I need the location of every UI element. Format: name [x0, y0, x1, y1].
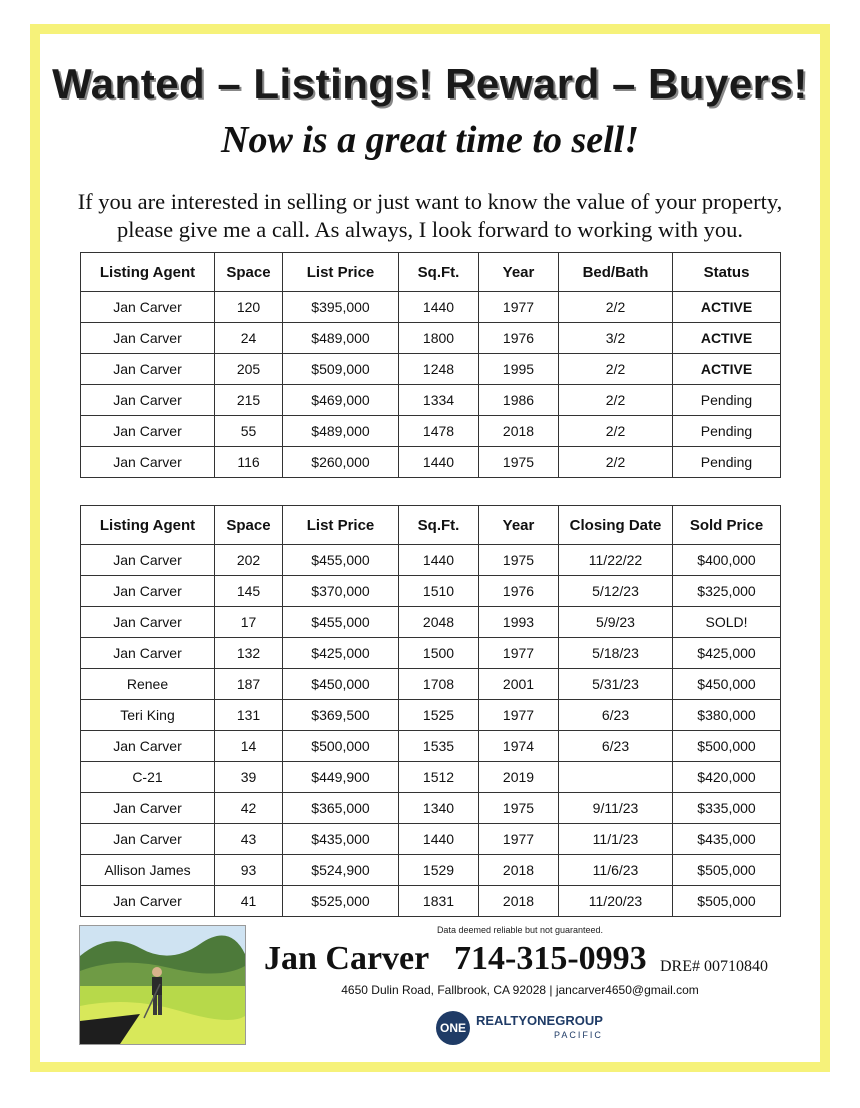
table-cell: 39	[215, 762, 283, 793]
table-cell: 131	[215, 700, 283, 731]
table-cell: $500,000	[283, 731, 399, 762]
table-cell: 1478	[399, 416, 479, 447]
table-cell: Jan Carver	[81, 447, 215, 478]
table-cell: C-21	[81, 762, 215, 793]
table-cell: 2019	[479, 762, 559, 793]
table-cell: 14	[215, 731, 283, 762]
table-cell: Pending	[673, 447, 781, 478]
column-header: Space	[215, 506, 283, 545]
table-cell: 41	[215, 886, 283, 917]
table-cell: 205	[215, 354, 283, 385]
table-cell: 11/1/23	[559, 824, 673, 855]
table-cell: 2/2	[559, 292, 673, 323]
table-cell: 1512	[399, 762, 479, 793]
table-cell: 145	[215, 576, 283, 607]
logo-brand: REALTYONEGROUP	[476, 1013, 603, 1028]
table-cell	[559, 762, 673, 793]
table-cell: 1440	[399, 545, 479, 576]
table-cell: Jan Carver	[81, 793, 215, 824]
agent-phone[interactable]: 714-315-0993	[454, 940, 647, 977]
table-cell: 5/9/23	[559, 607, 673, 638]
table-cell: 1248	[399, 354, 479, 385]
column-header: Status	[673, 253, 781, 292]
table-cell: 2018	[479, 416, 559, 447]
table-cell: 1708	[399, 669, 479, 700]
table-cell: $505,000	[673, 886, 781, 917]
table-cell: 1525	[399, 700, 479, 731]
table-cell: 11/6/23	[559, 855, 673, 886]
table-cell: 3/2	[559, 323, 673, 354]
table-cell: 1995	[479, 354, 559, 385]
table-cell: 1977	[479, 824, 559, 855]
table-cell: 24	[215, 323, 283, 354]
table-cell: $455,000	[283, 545, 399, 576]
intro-paragraph: If you are interested in selling or just want to know the value of your property, please give me a call. As always, I look forward to working with you.	[77, 189, 783, 242]
table-cell: $449,900	[283, 762, 399, 793]
table-cell: 93	[215, 855, 283, 886]
column-header: Listing Agent	[81, 253, 215, 292]
table-cell: Jan Carver	[81, 607, 215, 638]
subheadline: Now is a great time to sell!	[221, 119, 639, 161]
disclaimer-text: Data deemed reliable but not guaranteed.	[436, 925, 604, 935]
table-cell: 1831	[399, 886, 479, 917]
headline: Wanted – Listings! Reward – Buyers!	[52, 60, 808, 107]
table-cell: $365,000	[283, 793, 399, 824]
column-header: Sq.Ft.	[399, 506, 479, 545]
active-listings-table	[80, 252, 781, 478]
table-cell: 55	[215, 416, 283, 447]
table-cell: $509,000	[283, 354, 399, 385]
table-cell: 215	[215, 385, 283, 416]
table-row	[81, 416, 781, 447]
table-cell: 2/2	[559, 447, 673, 478]
table-row	[81, 447, 781, 478]
table-row	[81, 731, 781, 762]
table-cell: $455,000	[283, 607, 399, 638]
table-cell: 2/2	[559, 354, 673, 385]
table-cell: 120	[215, 292, 283, 323]
table-cell: $380,000	[673, 700, 781, 731]
table-cell: 1975	[479, 793, 559, 824]
table-cell: $489,000	[283, 323, 399, 354]
table-cell: Allison James	[81, 855, 215, 886]
table-cell: 1976	[479, 576, 559, 607]
table-cell: 6/23	[559, 700, 673, 731]
table-cell: 1440	[399, 824, 479, 855]
table-cell: $425,000	[673, 638, 781, 669]
table-cell: 1500	[399, 638, 479, 669]
table-cell: 2018	[479, 855, 559, 886]
agent-address-email: 4650 Dulin Road, Fallbrook, CA 92028 | jancarver4650@gmail.com	[341, 983, 699, 997]
table-row	[81, 886, 781, 917]
table-cell: 11/20/23	[559, 886, 673, 917]
column-header: Bed/Bath	[559, 253, 673, 292]
column-header: Year	[479, 506, 559, 545]
table-header-row	[81, 253, 781, 292]
table-cell: $524,900	[283, 855, 399, 886]
table-cell: 5/12/23	[559, 576, 673, 607]
table-cell: 2048	[399, 607, 479, 638]
realty-one-group-logo	[436, 1010, 603, 1046]
table-cell: $335,000	[673, 793, 781, 824]
table-cell: Pending	[673, 385, 781, 416]
table-cell: 2/2	[559, 385, 673, 416]
column-header: Sq.Ft.	[399, 253, 479, 292]
column-header: Closing Date	[559, 506, 673, 545]
table-cell: $260,000	[283, 447, 399, 478]
table-cell: ACTIVE	[673, 292, 781, 323]
table-cell: 1440	[399, 292, 479, 323]
table-row	[81, 638, 781, 669]
table-cell: 1986	[479, 385, 559, 416]
table-cell: 1976	[479, 323, 559, 354]
table-cell: Jan Carver	[81, 385, 215, 416]
table-row	[81, 292, 781, 323]
table-cell: 1535	[399, 731, 479, 762]
table-cell: 11/22/22	[559, 545, 673, 576]
table-cell: 187	[215, 669, 283, 700]
table-cell: 1975	[479, 447, 559, 478]
table-cell: Jan Carver	[81, 886, 215, 917]
table-row	[81, 669, 781, 700]
table-cell: $500,000	[673, 731, 781, 762]
column-header: Space	[215, 253, 283, 292]
table-cell: $420,000	[673, 762, 781, 793]
table-cell: 1974	[479, 731, 559, 762]
column-header: Sold Price	[673, 506, 781, 545]
table-cell: 1993	[479, 607, 559, 638]
table-cell: 1975	[479, 545, 559, 576]
sold-listings-table	[80, 505, 781, 917]
table-cell: 17	[215, 607, 283, 638]
table-cell: Jan Carver	[81, 638, 215, 669]
table-cell: Jan Carver	[81, 824, 215, 855]
column-header: List Price	[283, 506, 399, 545]
table-cell: $370,000	[283, 576, 399, 607]
table-cell: $395,000	[283, 292, 399, 323]
table-cell: Jan Carver	[81, 416, 215, 447]
column-header: Year	[479, 253, 559, 292]
table-cell: 1510	[399, 576, 479, 607]
table-cell: 1440	[399, 447, 479, 478]
table-cell: 9/11/23	[559, 793, 673, 824]
table-cell: $525,000	[283, 886, 399, 917]
table-row	[81, 323, 781, 354]
table-cell: 132	[215, 638, 283, 669]
table-cell: 1977	[479, 638, 559, 669]
column-header: List Price	[283, 253, 399, 292]
table-cell: $469,000	[283, 385, 399, 416]
table-cell: $489,000	[283, 416, 399, 447]
table-cell: 1800	[399, 323, 479, 354]
table-row	[81, 607, 781, 638]
table-cell: 1977	[479, 292, 559, 323]
table-row	[81, 824, 781, 855]
table-cell: 1334	[399, 385, 479, 416]
agent-dre-number: DRE# 00710840	[660, 958, 768, 975]
table-cell: 2/2	[559, 416, 673, 447]
agent-name: Jan Carver	[264, 940, 430, 977]
table-row	[81, 354, 781, 385]
table-cell: $450,000	[673, 669, 781, 700]
table-row	[81, 385, 781, 416]
table-row	[81, 855, 781, 886]
logo-region: PACIFIC	[554, 1030, 603, 1040]
table-cell: Teri King	[81, 700, 215, 731]
table-cell: 2001	[479, 669, 559, 700]
table-cell: SOLD!	[673, 607, 781, 638]
table-cell: 1977	[479, 700, 559, 731]
table-cell: $450,000	[283, 669, 399, 700]
table-row	[81, 762, 781, 793]
table-cell: $435,000	[283, 824, 399, 855]
table-cell: $369,500	[283, 700, 399, 731]
table-cell: $435,000	[673, 824, 781, 855]
table-cell: ACTIVE	[673, 354, 781, 385]
table-cell: $325,000	[673, 576, 781, 607]
table-cell: Jan Carver	[81, 292, 215, 323]
table-cell: Jan Carver	[81, 323, 215, 354]
table-cell: 2018	[479, 886, 559, 917]
table-cell: 5/31/23	[559, 669, 673, 700]
table-row	[81, 576, 781, 607]
golfer-photo	[79, 925, 246, 1045]
table-cell: 43	[215, 824, 283, 855]
table-cell: $505,000	[673, 855, 781, 886]
table-cell: 116	[215, 447, 283, 478]
table-cell: ACTIVE	[673, 323, 781, 354]
table-cell: Jan Carver	[81, 731, 215, 762]
logo-badge: ONE	[436, 1011, 470, 1045]
table-cell: 202	[215, 545, 283, 576]
table-row	[81, 545, 781, 576]
table-cell: Jan Carver	[81, 545, 215, 576]
table-cell: Renee	[81, 669, 215, 700]
table-cell: 1340	[399, 793, 479, 824]
column-header: Listing Agent	[81, 506, 215, 545]
table-cell: 5/18/23	[559, 638, 673, 669]
table-cell: 6/23	[559, 731, 673, 762]
table-cell: $425,000	[283, 638, 399, 669]
table-cell: $400,000	[673, 545, 781, 576]
table-cell: 42	[215, 793, 283, 824]
table-row	[81, 793, 781, 824]
table-row	[81, 700, 781, 731]
table-cell: 1529	[399, 855, 479, 886]
table-cell: Pending	[673, 416, 781, 447]
table-cell: Jan Carver	[81, 576, 215, 607]
table-header-row	[81, 506, 781, 545]
table-cell: Jan Carver	[81, 354, 215, 385]
